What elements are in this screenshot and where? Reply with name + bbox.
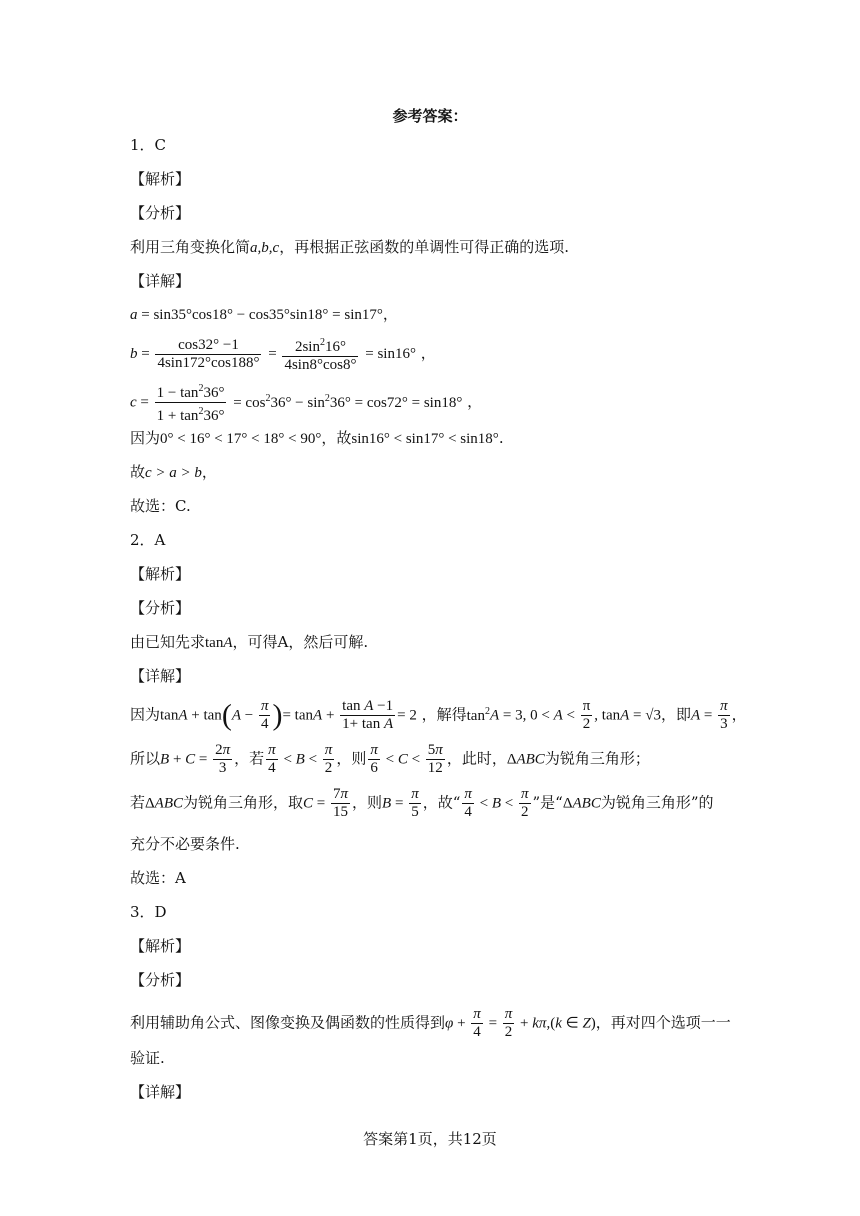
q3-jiexi-heading: 【解析】 xyxy=(130,937,191,955)
q2-xiangjie-heading: 【详解】 xyxy=(130,667,191,685)
q2-analysis: 由已知先求tanA，可得A，然后可解. xyxy=(130,633,369,651)
q1-fenxi-heading: 【分析】 xyxy=(130,204,191,222)
q1-analysis: 利用三角变换化简a,b,c，再根据正弦函数的单调性可得正确的选项. xyxy=(130,238,569,256)
q2-line4: 充分不必要条件. xyxy=(130,835,240,853)
q3-analysis: 利用辅助角公式、图像变换及偶函数的性质得到φ + $\frac{\pi}{4}$ = $\frac{\pi}{2}$ + kπ,(k ∈ Z)，再对四个选项一一 xyxy=(130,1006,731,1040)
q2-line1: 因为tanA + tan(A − $\frac{\pi}{4}$ )= tanA + $\frac{\text{tan A −1}}{\text{1+ tan A}}$ = 2 ，解得$\tan^2A = 3$, 0 < A < $\frac{\pi}{2}$ , tanA = √3，即A = $\frac{\pi}{3}$ ， xyxy=(130,698,747,732)
q3-xiangjie-heading: 【详解】 xyxy=(130,1083,191,1101)
q1-because: 因为0° < 16° < 17° < 18° < 90°，故sin16° < sin17° < sin18°. xyxy=(130,429,504,447)
q1-answer: 故选：C. xyxy=(130,497,191,515)
q3-fenxi-heading: 【分析】 xyxy=(130,971,191,989)
q2-jiexi-heading: 【解析】 xyxy=(130,565,191,583)
q1-xiangjie-heading: 【详解】 xyxy=(130,272,191,290)
q1-conclusion: 故c > a > b， xyxy=(130,463,217,481)
q1-number: 1．C xyxy=(130,136,167,154)
q3-analysis-cont: 验证. xyxy=(130,1049,165,1067)
page-footer: 答案第1页，共12页 xyxy=(363,1130,497,1148)
q1-jiexi-heading: 【解析】 xyxy=(130,170,191,188)
q2-line2: 所以B + C = $\frac{2\pi}{3}$ ，若 $\frac{\pi}{4}$ < B < $\frac{\pi}{2}$ ，则 $\frac{\pi}{6}$ < C < $\frac{5\pi}{12}$ ，此时，ΔABC为锐角三角形； xyxy=(130,742,650,776)
q2-number: 2．A xyxy=(130,531,166,549)
q1-formula-c: c = $\frac{1 - \tan^236^\circ}{1 + \tan^236^\circ}$ = $\cos^236^\circ - \sin^236^\circ = \cos 72^\circ = \sin 18^\circ$ ， xyxy=(130,380,482,425)
q3-number: 3．D xyxy=(130,903,167,921)
page-title: 参考答案： xyxy=(392,107,468,125)
q2-fenxi-heading: 【分析】 xyxy=(130,599,191,617)
q1-formula-a: a = sin35°cos18° − cos35°sin18° = sin17°， xyxy=(130,305,398,323)
q2-answer: 故选：A xyxy=(130,869,186,887)
q1-formula-b: b = $\frac{\cos 32^\circ -1}{4\sin 172^\circ\cos 188^\circ}$ = $\frac{2\sin^216^\circ}{4\sin 8^\circ\cos 8^\circ}$ = sin16° ， xyxy=(130,334,436,374)
q2-line3: 若ΔABC为锐角三角形，取C = $\frac{7\pi}{15}$ ，则B = $\frac{\pi}{5}$ ，故“ $\frac{\pi}{4}$ < B < $\frac{\pi}{2}$ ”是“ΔABC为锐角三角形”的 xyxy=(130,786,714,820)
